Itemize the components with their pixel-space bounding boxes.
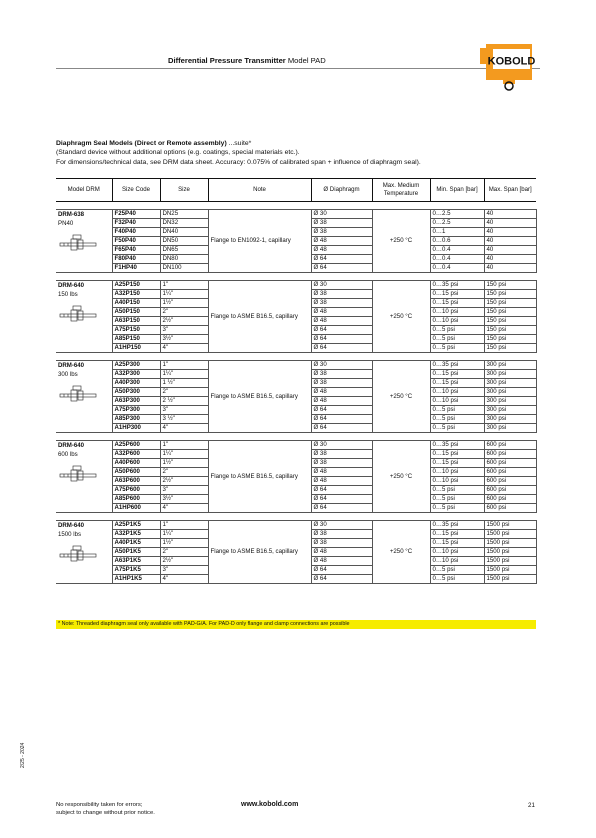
diaphragm: Ø 64 xyxy=(311,575,372,584)
size-code: A63P1K5 xyxy=(112,557,160,566)
min-span: 0…5 psi xyxy=(430,335,484,344)
diaphragm-seal-icon xyxy=(58,465,98,485)
diaphragm: Ø 48 xyxy=(311,308,372,317)
size-code: A1HP150 xyxy=(112,344,160,353)
size-code: F25P40 xyxy=(112,210,160,219)
min-span: 0…10 psi xyxy=(430,317,484,326)
size: 3 ½" xyxy=(160,415,208,424)
max-span: 600 psi xyxy=(484,459,536,468)
diaphragm: Ø 64 xyxy=(311,415,372,424)
size: DN25 xyxy=(160,210,208,219)
diaphragm: Ø 64 xyxy=(311,495,372,504)
col-note: Note xyxy=(208,179,311,202)
diaphragm-seal-icon xyxy=(58,305,98,325)
size: 3" xyxy=(160,406,208,415)
min-span: 0…15 psi xyxy=(430,459,484,468)
size: 1¼" xyxy=(160,450,208,459)
max-span: 40 xyxy=(484,219,536,228)
size-code: A40P1K5 xyxy=(112,539,160,548)
max-span: 150 psi xyxy=(484,335,536,344)
max-span: 600 psi xyxy=(484,504,536,513)
size: 2 ½" xyxy=(160,397,208,406)
size-code: A63P150 xyxy=(112,317,160,326)
col-model: Model DRM xyxy=(56,179,112,202)
min-span: 0…0.4 xyxy=(430,264,484,273)
min-span: 0…2.5 xyxy=(430,210,484,219)
size-code: A50P600 xyxy=(112,468,160,477)
size-code: A75P300 xyxy=(112,406,160,415)
side-date: 2/25 - 2024 xyxy=(20,742,26,768)
size: 1 ½" xyxy=(160,379,208,388)
diaphragm: Ø 38 xyxy=(311,539,372,548)
diaphragm-seal-icon xyxy=(58,234,98,254)
min-span: 0…5 psi xyxy=(430,326,484,335)
size-code: A1HP600 xyxy=(112,504,160,513)
diaphragm: Ø 38 xyxy=(311,530,372,539)
size: DN40 xyxy=(160,228,208,237)
header-title: Differential Pressure Transmitter Model PAD xyxy=(168,56,326,65)
diaphragm-seal-icon xyxy=(58,545,98,565)
size: 2½" xyxy=(160,557,208,566)
size: 3" xyxy=(160,566,208,575)
size-code: F65P40 xyxy=(112,246,160,255)
diaphragm: Ø 64 xyxy=(311,255,372,264)
model-cell xyxy=(56,210,112,273)
note-cell: Flange to ASME B16.5, capillary xyxy=(208,361,311,433)
max-span: 150 psi xyxy=(484,308,536,317)
model-rating: 600 lbs xyxy=(58,451,78,458)
max-span: 1500 psi xyxy=(484,575,536,584)
max-span: 150 psi xyxy=(484,326,536,335)
size: 1" xyxy=(160,521,208,530)
max-span: 40 xyxy=(484,246,536,255)
max-span: 40 xyxy=(484,255,536,264)
model-cell xyxy=(56,281,112,353)
diaphragm: Ø 48 xyxy=(311,388,372,397)
max-span: 1500 psi xyxy=(484,557,536,566)
model-name: DRM-640 xyxy=(58,522,85,529)
min-span: 0…35 psi xyxy=(430,441,484,450)
max-span: 300 psi xyxy=(484,406,536,415)
size-code: A25P300 xyxy=(112,361,160,370)
max-span: 150 psi xyxy=(484,317,536,326)
temperature-cell: +250 °C xyxy=(372,281,430,353)
max-span: 300 psi xyxy=(484,388,536,397)
max-span: 600 psi xyxy=(484,468,536,477)
footer-disclaimer: No responsibility taken for errors; subject to change without prior notice. xyxy=(56,802,155,816)
diaphragm: Ø 48 xyxy=(311,237,372,246)
diaphragm: Ø 64 xyxy=(311,406,372,415)
diaphragm: Ø 38 xyxy=(311,228,372,237)
size: 4" xyxy=(160,344,208,353)
size-code: A63P600 xyxy=(112,477,160,486)
model-cell xyxy=(56,441,112,513)
section-heading: Diaphragm Seal Models (Direct or Remote assembly) ...suite* xyxy=(56,140,252,147)
size: 1¼" xyxy=(160,530,208,539)
size-code: A85P150 xyxy=(112,335,160,344)
intro-line-3: For dimensions/technical data, see DRM data sheet. Accuracy: 0.075% of calibrated span + influence of diaphragm seal). xyxy=(56,158,421,166)
size: 2" xyxy=(160,308,208,317)
size-code: A50P150 xyxy=(112,308,160,317)
max-span: 1500 psi xyxy=(484,521,536,530)
diaphragm: Ø 64 xyxy=(311,344,372,353)
size: 2" xyxy=(160,548,208,557)
max-span: 600 psi xyxy=(484,441,536,450)
model-rating: 1500 lbs xyxy=(58,531,82,538)
size: 4" xyxy=(160,504,208,513)
model-rating: 300 lbs xyxy=(58,371,78,378)
diaphragm: Ø 30 xyxy=(311,210,372,219)
max-span: 1500 psi xyxy=(484,566,536,575)
size: 3" xyxy=(160,326,208,335)
min-span: 0…10 psi xyxy=(430,557,484,566)
size-code: F40P40 xyxy=(112,228,160,237)
min-span: 0…10 psi xyxy=(430,468,484,477)
intro-line-2: (Standard device without additional options (e.g. coatings, special materials etc.). xyxy=(56,149,300,157)
size: 1" xyxy=(160,361,208,370)
note-cell: Flange to ASME B16.5, capillary xyxy=(208,441,311,513)
min-span: 0…5 psi xyxy=(430,566,484,575)
size-code: A75P600 xyxy=(112,486,160,495)
max-span: 300 psi xyxy=(484,424,536,433)
min-span: 0…15 psi xyxy=(430,370,484,379)
size: 2½" xyxy=(160,317,208,326)
size: DN65 xyxy=(160,246,208,255)
size: 1" xyxy=(160,441,208,450)
table-row xyxy=(56,361,536,370)
size-code: A32P150 xyxy=(112,290,160,299)
min-span: 0…5 psi xyxy=(430,415,484,424)
col-max-span: Max. Span [bar] xyxy=(484,179,536,202)
size-code: A85P300 xyxy=(112,415,160,424)
seal-models-table xyxy=(56,178,537,584)
size-code: A1HP300 xyxy=(112,424,160,433)
footer-url[interactable]: www.kobold.com xyxy=(241,801,299,808)
diaphragm: Ø 30 xyxy=(311,281,372,290)
size-code: A40P150 xyxy=(112,299,160,308)
min-span: 0…10 psi xyxy=(430,477,484,486)
max-span: 600 psi xyxy=(484,495,536,504)
size: DN80 xyxy=(160,255,208,264)
min-span: 0…5 psi xyxy=(430,486,484,495)
min-span: 0…0.4 xyxy=(430,246,484,255)
min-span: 0…10 psi xyxy=(430,548,484,557)
min-span: 0…15 psi xyxy=(430,539,484,548)
diaphragm: Ø 38 xyxy=(311,370,372,379)
intro-block xyxy=(56,139,540,167)
min-span: 0…35 psi xyxy=(430,521,484,530)
min-span: 0…15 psi xyxy=(430,450,484,459)
min-span: 0…5 psi xyxy=(430,344,484,353)
max-span: 300 psi xyxy=(484,397,536,406)
col-min-span: Min. Span [bar] xyxy=(430,179,484,202)
max-span: 1500 psi xyxy=(484,539,536,548)
diaphragm: Ø 38 xyxy=(311,450,372,459)
diaphragm: Ø 48 xyxy=(311,548,372,557)
model-name: DRM-640 xyxy=(58,282,85,289)
size: DN100 xyxy=(160,264,208,273)
size-code: A85P600 xyxy=(112,495,160,504)
col-diaphragm: Ø Diaphragm xyxy=(311,179,372,202)
max-span: 40 xyxy=(484,237,536,246)
size-code: A75P1K5 xyxy=(112,566,160,575)
model-name: DRM-640 xyxy=(58,362,85,369)
size: 1" xyxy=(160,281,208,290)
max-span: 600 psi xyxy=(484,450,536,459)
diaphragm: Ø 38 xyxy=(311,290,372,299)
diaphragm-seal-icon xyxy=(58,385,98,405)
diaphragm: Ø 48 xyxy=(311,246,372,255)
kobold-logo xyxy=(480,44,538,91)
size: 4" xyxy=(160,575,208,584)
min-span: 0…5 psi xyxy=(430,495,484,504)
min-span: 0…15 psi xyxy=(430,299,484,308)
size: DN50 xyxy=(160,237,208,246)
diaphragm: Ø 48 xyxy=(311,397,372,406)
temperature-cell: +250 °C xyxy=(372,361,430,433)
page-number: 21 xyxy=(528,802,535,809)
min-span: 0…10 psi xyxy=(430,397,484,406)
model-cell xyxy=(56,361,112,433)
max-span: 40 xyxy=(484,264,536,273)
diaphragm: Ø 64 xyxy=(311,566,372,575)
table-row xyxy=(56,281,536,290)
size: 2" xyxy=(160,468,208,477)
size: 1¼" xyxy=(160,370,208,379)
max-span: 300 psi xyxy=(484,361,536,370)
size-code: A32P600 xyxy=(112,450,160,459)
size-code: F1HP40 xyxy=(112,264,160,273)
min-span: 0…35 psi xyxy=(430,361,484,370)
diaphragm: Ø 30 xyxy=(311,361,372,370)
diaphragm: Ø 48 xyxy=(311,557,372,566)
min-span: 0…5 psi xyxy=(430,575,484,584)
diaphragm: Ø 38 xyxy=(311,299,372,308)
min-span: 0…10 psi xyxy=(430,388,484,397)
size: 3" xyxy=(160,486,208,495)
max-span: 300 psi xyxy=(484,379,536,388)
model-name: DRM-640 xyxy=(58,442,85,449)
model-rating: PN40 xyxy=(58,220,74,227)
size-code: A32P300 xyxy=(112,370,160,379)
min-span: 0…15 psi xyxy=(430,379,484,388)
max-span: 600 psi xyxy=(484,477,536,486)
size: 4" xyxy=(160,424,208,433)
diaphragm: Ø 48 xyxy=(311,317,372,326)
size: 2" xyxy=(160,388,208,397)
note-cell: Flange to ASME B16.5, capillary xyxy=(208,281,311,353)
size-code: A40P600 xyxy=(112,459,160,468)
temperature-cell: +250 °C xyxy=(372,210,430,273)
diaphragm: Ø 64 xyxy=(311,264,372,273)
size-code: F32P40 xyxy=(112,219,160,228)
header-rule xyxy=(56,68,540,69)
model-name: DRM-638 xyxy=(58,211,85,218)
table-header-row xyxy=(56,179,536,202)
max-span: 150 psi xyxy=(484,299,536,308)
footnote: * Note: Threaded diaphragm seal only available with PAD-G/A. For PAD-D only flange and clamp connections are possible xyxy=(56,620,536,629)
size: 3½" xyxy=(160,495,208,504)
size: 1½" xyxy=(160,299,208,308)
diaphragm: Ø 64 xyxy=(311,335,372,344)
diaphragm: Ø 64 xyxy=(311,504,372,513)
max-span: 40 xyxy=(484,228,536,237)
model-rating: 150 lbs xyxy=(58,291,78,298)
size: 2½" xyxy=(160,477,208,486)
min-span: 0…5 psi xyxy=(430,424,484,433)
size: 1½" xyxy=(160,459,208,468)
max-span: 150 psi xyxy=(484,281,536,290)
diaphragm: Ø 64 xyxy=(311,424,372,433)
col-size: Size xyxy=(160,179,208,202)
model-cell xyxy=(56,521,112,584)
min-span: 0…5 psi xyxy=(430,504,484,513)
table-row xyxy=(56,521,536,530)
diaphragm: Ø 38 xyxy=(311,219,372,228)
max-span: 300 psi xyxy=(484,370,536,379)
size-code: A40P300 xyxy=(112,379,160,388)
note-cell: Flange to EN1092-1, capillary xyxy=(208,210,311,273)
size-code: A63P300 xyxy=(112,397,160,406)
size-code: F80P40 xyxy=(112,255,160,264)
size-code: A50P300 xyxy=(112,388,160,397)
min-span: 0…2.5 xyxy=(430,219,484,228)
min-span: 0…0.6 xyxy=(430,237,484,246)
max-span: 150 psi xyxy=(484,290,536,299)
svg-text:KOBOLD: KOBOLD xyxy=(487,55,536,68)
size-code: A25P150 xyxy=(112,281,160,290)
size-code: A75P150 xyxy=(112,326,160,335)
diaphragm: Ø 38 xyxy=(311,459,372,468)
size: DN32 xyxy=(160,219,208,228)
max-span: 1500 psi xyxy=(484,548,536,557)
diaphragm: Ø 30 xyxy=(311,441,372,450)
max-span: 600 psi xyxy=(484,486,536,495)
min-span: 0…15 psi xyxy=(430,530,484,539)
size-code: A25P1K5 xyxy=(112,521,160,530)
col-size-code: Size Code xyxy=(112,179,160,202)
max-span: 300 psi xyxy=(484,415,536,424)
diaphragm: Ø 48 xyxy=(311,468,372,477)
diaphragm: Ø 64 xyxy=(311,326,372,335)
diaphragm: Ø 30 xyxy=(311,521,372,530)
col-temperature: Max. Medium Temperature xyxy=(372,179,430,202)
note-cell: Flange to ASME B16.5, capillary xyxy=(208,521,311,584)
temperature-cell: +250 °C xyxy=(372,521,430,584)
diaphragm: Ø 64 xyxy=(311,486,372,495)
min-span: 0…5 psi xyxy=(430,406,484,415)
min-span: 0…0.4 xyxy=(430,255,484,264)
size-code: A25P600 xyxy=(112,441,160,450)
size: 1½" xyxy=(160,539,208,548)
temperature-cell: +250 °C xyxy=(372,441,430,513)
size: 1¼" xyxy=(160,290,208,299)
diaphragm: Ø 48 xyxy=(311,477,372,486)
size-code: A50P1K5 xyxy=(112,548,160,557)
min-span: 0…1 xyxy=(430,228,484,237)
size-code: A1HP1K5 xyxy=(112,575,160,584)
max-span: 1500 psi xyxy=(484,530,536,539)
diaphragm: Ø 38 xyxy=(311,379,372,388)
size-code: F50P40 xyxy=(112,237,160,246)
size-code: A32P1K5 xyxy=(112,530,160,539)
max-span: 150 psi xyxy=(484,344,536,353)
max-span: 40 xyxy=(484,210,536,219)
min-span: 0…10 psi xyxy=(430,308,484,317)
table-row xyxy=(56,210,536,219)
min-span: 0…15 psi xyxy=(430,290,484,299)
size: 3½" xyxy=(160,335,208,344)
table-row xyxy=(56,441,536,450)
min-span: 0…35 psi xyxy=(430,281,484,290)
